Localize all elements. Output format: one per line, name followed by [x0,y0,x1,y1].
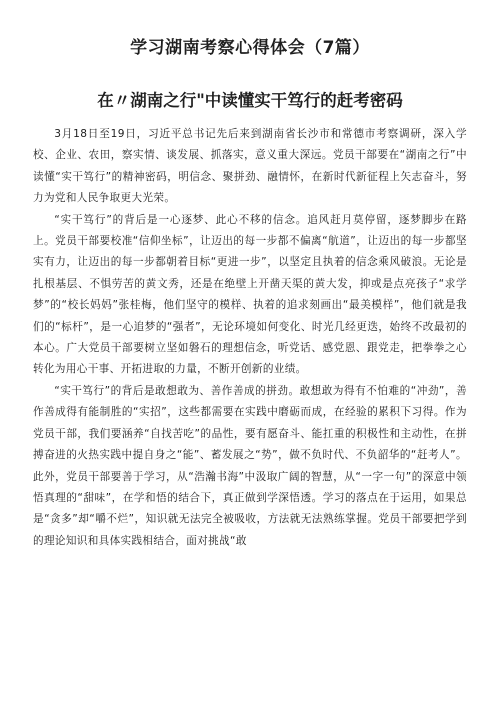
paragraph-2: “实干笃行”的背后是一心逐梦、此心不移的信念。追风赶月莫停留，逐梦脚步在路上。党员干部要校准“信仰坐标”，让迈出的每一步都不偏离“航道”，让迈出的每一步都坚实有力，让迈出的每一步都朝着目标“更进一步”，以坚定且执着的信念乘风破浪。无论是扎根基层、不惧劳苦的黄文秀，还是在绝壁上开凿天渠的黄大发，抑或是点亮孩子“求学梦”的“校长妈妈”张桂梅，他们坚守的模样、执着的追求刻画出“最美模样”，他们就是我们的“标杆”，是一心追梦的“强者”，无论环境如何变化、时光几经更迭，始终不改最初的本心。广大党员干部要树立坚如磐石的理想信念，听党话、感党恩、跟党走，把拳拳之心转化为用心干事、开拓进取的力量，不断开创新的业绩。 [33,213,467,376]
paragraph-1: 3月18日至19日，习近平总书记先后来到湖南省长沙市和常德市考察调研，深入学校、企业、农田，察实情、谈发展、抓落实，意义重大深远。党员干部要在“湖南之行”中读懂“实干笃行”的精神密码，明信念、聚拼劲、融情怀，在新时代新征程上矢志奋斗，努力为党和人民争取更大光荣。 [33,128,467,205]
document-title: 学习湖南考察心得体会（7篇） [130,38,370,58]
paragraph-3: “实干笃行”的背后是敢想敢为、善作善成的拼劲。敢想敢为得有不怕难的“冲劲”，善作善成得有能制胜的“实招”，这些都需要在实践中磨砺而成，在经验的累积下习得。作为党员干部，我们要涵养“自找苦吃”的品性，要有愿奋斗、能扛重的积极性和主动性，在拼搏奋进的火热实践中提自身之“能”、蓄发展之“势”，做不负时代、不负韶华的“赶考人”。此外，党员干部要善于学习，从“浩瀚书海”中汲取广阔的智慧，从“一字一句”的深意中领悟真理的“甜味”，在学和悟的结合下，真正做到学深悟透。学习的落点在于运用，如果总是“贪多”却“嚼不烂”，知识就无法完全被吸收，方法就无法熟练掌握。党员干部要把学到的理论知识和具体实践相结合，面对挑战“敢 [33,384,467,547]
document-subtitle: 在〃湖南之行"中读懂实干笃行的赶考密码 [97,91,403,110]
